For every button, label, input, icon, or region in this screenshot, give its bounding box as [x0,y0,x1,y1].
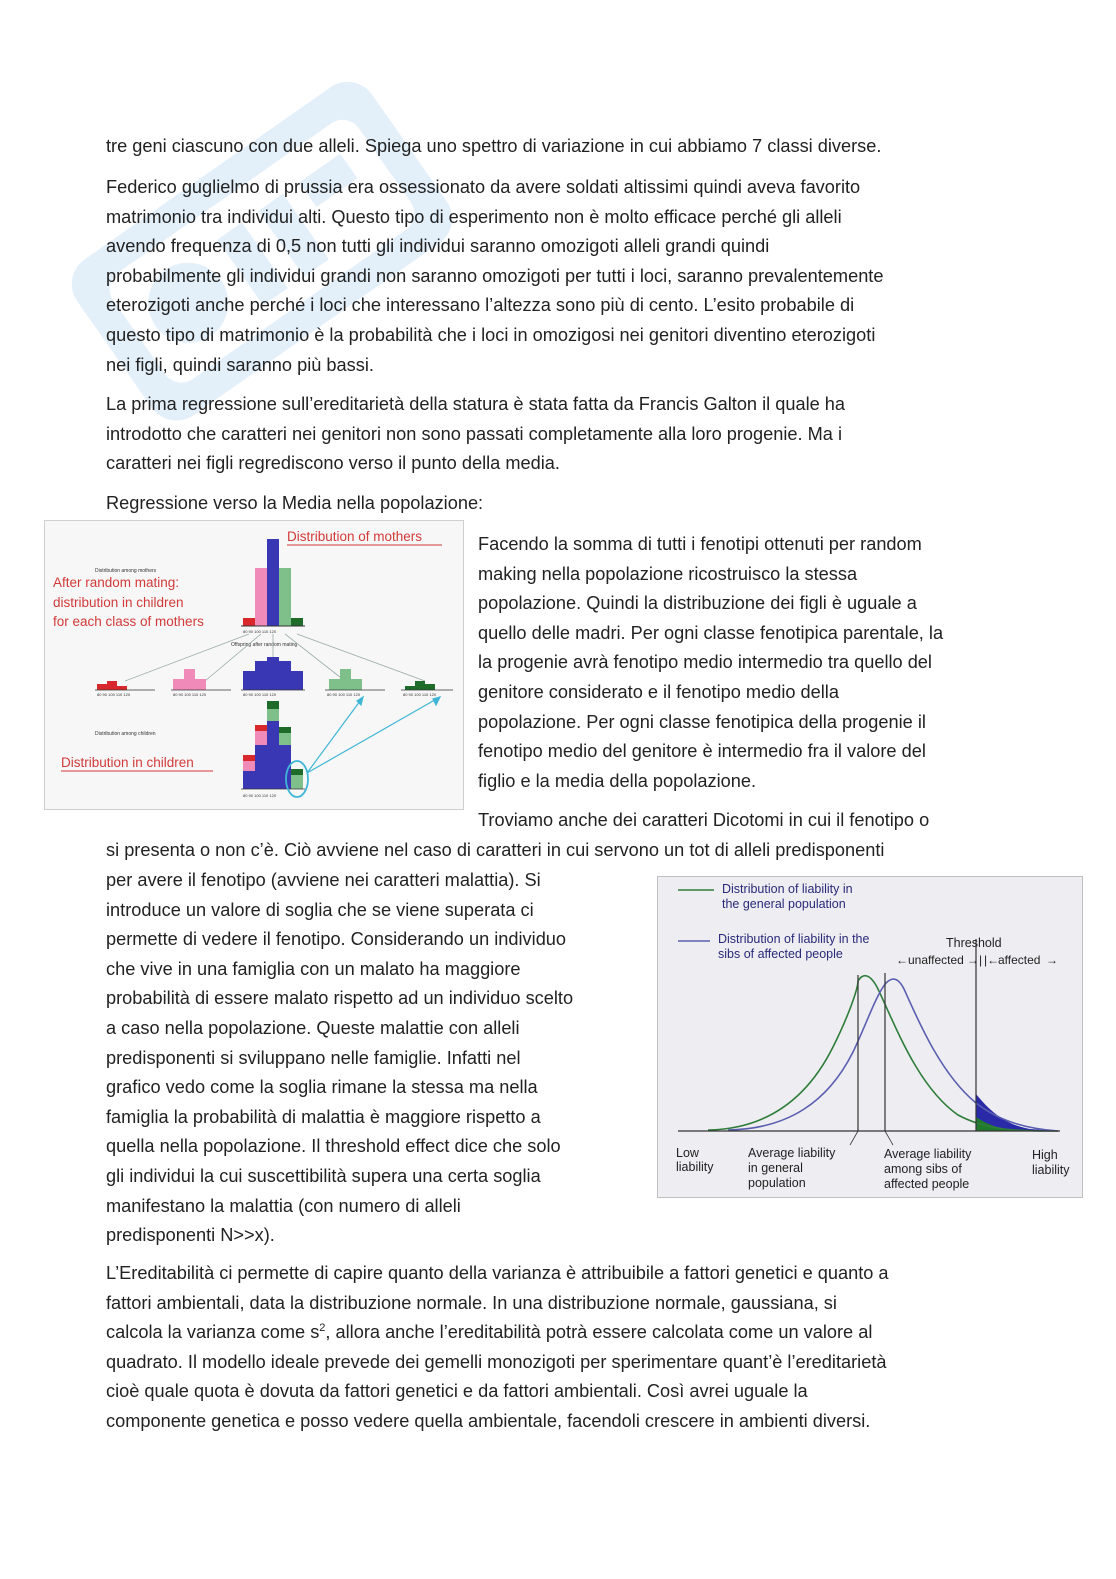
text-line: fenotipo medio del genitore è intermedio fra il valore del [478,741,926,762]
bar-darkgreen [291,618,303,626]
label-affected: affected [998,953,1041,967]
children-stacked-histogram [241,701,305,798]
text-line: fattori ambientali, data la distribuzione normale. In una distribuzione normale, gaussiana, si [106,1292,837,1313]
label-unaffected: unaffected [908,953,964,967]
label-avg-sibs: Average liability [884,1147,972,1161]
text-line: permette di vedere il fenotipo. Considerando un individuo [106,929,567,950]
text-line: avendo frequenza di 0,5 non tutti gli individui saranno omozigoti alleli grandi quindi [106,236,770,257]
label-high: High [1032,1148,1058,1162]
text-line: quello delle madri. Per ogni classe fenotipica parentale, la [478,622,944,643]
curve-sibs [728,979,1058,1131]
svg-text:←: ← [896,953,908,967]
curve-general [708,976,1058,1131]
bar-pink [255,568,267,626]
svg-text:liability: liability [1032,1163,1070,1177]
label-avg-general: Average liability [748,1146,836,1160]
svg-text:liability: liability [676,1160,714,1174]
svg-text:80 90 100 110 120: 80 90 100 110 120 [243,793,277,798]
bar-red [243,618,255,626]
liability-chart [658,877,1082,1197]
text-line: manifestano la malattia (con numero di alleli [106,1195,461,1216]
label-low: Low [676,1146,699,1160]
svg-text:affected people: affected people [884,1177,970,1191]
figure-liability-threshold [657,876,1083,1198]
label-each-class: for each class of mothers [53,614,204,629]
text-line: figlio e la media della popolazione. [478,770,757,791]
label-distribution-in-children: Distribution in children [61,755,194,770]
figure-regression-mean [44,520,464,810]
bar-green [279,568,291,626]
svg-text:→|: →| [967,953,983,967]
text-line: La prima regressione sull’ereditarietà della statura è stata fatta da Francis Galton il quale ha [106,394,846,414]
text-line: cioè quale quota è dovuta da fattori genetici e da fattori ambientali. Così avrei uguale la [106,1381,808,1402]
text-line: che vive in una famiglia con un malato ha maggiore [106,958,521,979]
paragraph-threshold [106,866,651,1251]
text-line: la progenie avrà fenotipo medio intermedio tra quello del [478,652,932,673]
text-line: questo tipo di matrimonio è la probabilità che i loci in omozigosi nei genitori diventino eterozigoti [106,324,876,345]
text-line: probabilità di essere malato rispetto ad un individuo scelto [106,988,574,1009]
text-line: matrimonio tra individui alti. Questo tipo di esperimento non è molto efficace perché gli alleli [106,206,842,227]
text-line: predisponenti N>>x). [106,1225,275,1246]
text-line: gli individui la cui suscettibilità supera una certa soglia [106,1165,541,1186]
label-distribution-mothers: Distribution of mothers [287,529,423,544]
text-line: per avere il fenotipo (avviene nei caratteri malattia). Si [106,870,541,890]
paragraph-prussia [106,173,1006,380]
svg-text:80 90 100 110 120: 80 90 100 110 120 [97,692,131,697]
regression-diagram [45,521,463,809]
text-line: quella nella popolazione. Il threshold effect dice che solo [106,1136,561,1157]
text-line: predisponenti si sviluppano nelle famiglie. Infatti nel [106,1047,521,1068]
label-offspring: Offspring after random mating [231,642,298,648]
paragraph-heritability [106,1259,1006,1437]
svg-text:80 90 100 110 120: 80 90 100 110 120 [173,692,207,697]
text-line: introdotto che caratteri nei genitori non sono passati completamente alla loro progenie. Ma i [106,423,843,444]
text-line: calcola la varianza come $s^2$, allora anche l’ereditabilità potrà essere calcolata come un valore al [106,1322,873,1343]
superscript: 2 [319,1322,326,1335]
svg-text:80 90 100 110 120: 80 90 100 110 120 [403,692,437,697]
svg-text:population: population [748,1176,806,1190]
legend-sibs-l2: sibs of affected people [718,947,843,961]
mothers-histogram [241,539,305,634]
text-line: si presenta o non c’è. Ciò avviene nel caso di caratteri in cui servono un tot di alleli predisponenti [106,840,885,860]
svg-text:80 90 100 110 120: 80 90 100 110 120 [243,692,277,697]
text-line: popolazione. Quindi la distribuzione dei figli è uguale a [478,593,917,614]
label-small-children: Distribution among children [95,731,156,737]
paragraph-galton [106,390,1006,479]
text-line: Federico guglielmo di prussia era ossessionato da avere soldati altissimi quindi aveva favorito [106,177,861,197]
text-line: a caso nella popolazione. Queste malattie con alleli [106,1017,520,1038]
text-line: L’Ereditabilità ci permette di capire quanto della varianza è attribuibile a fattori genetici e quanto a [106,1263,889,1283]
paragraph-intro: tre geni ciascuno con due alleli. Spiega uno spettro di variazione in cui abbiamo 7 classi diverse. [106,136,882,156]
bar-blue [267,539,279,626]
label-distribution-children-line: distribution in children [53,595,184,610]
label-threshold: Threshold [946,936,1002,950]
text-line: grafico vedo come la soglia rimane la stessa ma nella [106,1077,538,1098]
text-line: making nella popolazione ricostruisco la stessa [478,563,858,584]
text-line: quadrato. Il modello ideale prevede dei gemelli monozigoti per sperimentare quant’è l’ereditarietà [106,1351,887,1372]
arrows [307,697,440,773]
legend-general-l1: Distribution of liability in [722,882,853,896]
label-after-random-mating: After random mating: [53,575,180,590]
label-small-mothers: Distribution among mothers [95,568,157,574]
svg-text:|←: |← [984,953,1000,967]
svg-text:in general: in general [748,1161,803,1175]
paragraph-random-mating [478,530,1008,796]
text-line: probabilmente gli individui grandi non saranno omozigoti per tutti i loci, saranno prevalentemente [106,265,884,286]
text-line: Troviamo anche dei caratteri Dicotomi in cui il fenotipo o [478,810,930,830]
text-line: eterozigoti anche perché i loci che interessano l’altezza sono più di cento. L’esito probabile di [106,295,855,316]
legend-general-l2: the general population [722,897,846,911]
text-line: caratteri nei figli regrediscono verso il punto della media. [106,453,560,474]
tick-labels: 80 90 100 110 120 [243,629,277,634]
text-line: introduce un valore di soglia che se viene superata ci [106,899,534,920]
text-line: nei figli, quindi saranno più bassi. [106,354,374,375]
svg-text:among sibs of: among sibs of [884,1162,962,1176]
text-line: famiglia la probabilità di malattia è maggiore rispetto a [106,1106,541,1127]
text-line: Facendo la somma di tutti i fenotipi ottenuti per random [478,534,922,554]
children-per-class [95,657,453,697]
paragraph-regression-heading: Regressione verso la Media nella popolazione: [106,493,484,513]
svg-text:→: → [1046,953,1058,967]
text-line: componente genetica e posso vedere quella ambientale, facendoli crescere in ambienti diversi. [106,1410,871,1431]
legend-sibs-l1: Distribution of liability in the [718,932,870,946]
text-line: genitore considerato e il fenotipo medio della [478,681,839,702]
text-line: popolazione. Per ogni classe fenotipica della progenie il [478,711,926,732]
svg-text:80 90 100 110 120: 80 90 100 110 120 [327,692,361,697]
